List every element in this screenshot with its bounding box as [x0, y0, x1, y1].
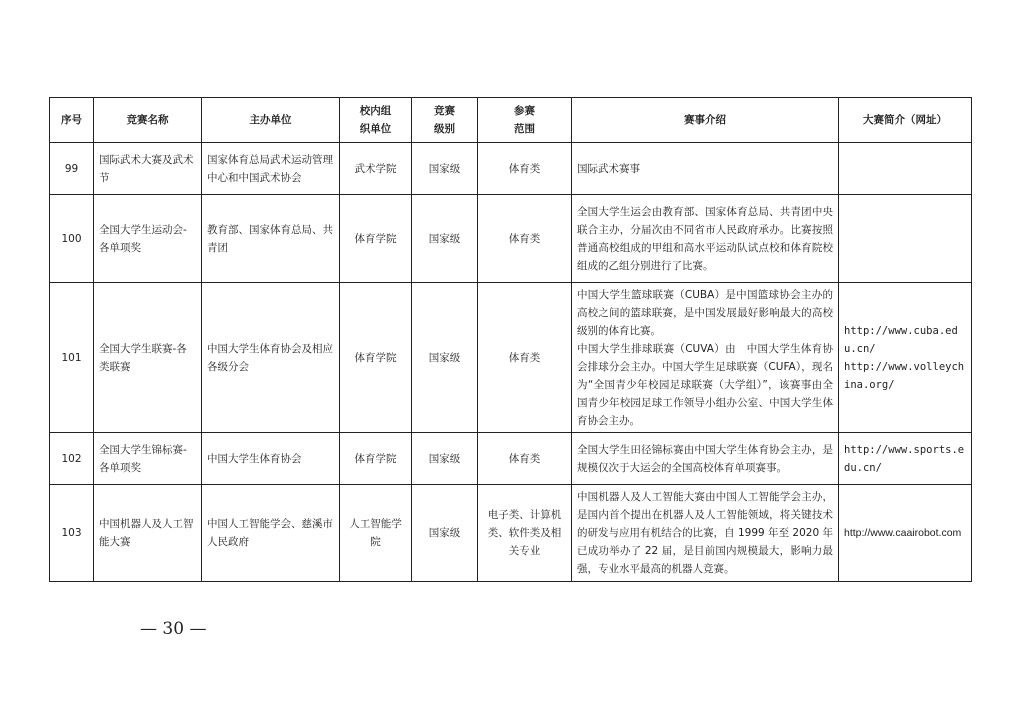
- cell-name: 国际武术大赛及武术节: [94, 143, 202, 195]
- table-row: [50, 433, 972, 485]
- header-name: 竞赛名称: [94, 98, 202, 143]
- cell-seq: 102: [50, 433, 94, 485]
- table-row: [50, 283, 972, 433]
- cell-seq: 100: [50, 195, 94, 283]
- cell-site: http://www.sports.edu.cn/: [839, 433, 972, 485]
- table-row: [50, 143, 972, 195]
- header-scope: 参赛 范围: [478, 98, 572, 143]
- cell-host: 中国大学生体育协会: [202, 433, 340, 485]
- competition-table: [49, 97, 972, 582]
- cell-org: 体育学院: [340, 283, 412, 433]
- header-intro: 赛事介绍: [572, 98, 839, 143]
- cell-level: 国家级: [412, 143, 478, 195]
- header-host: 主办单位: [202, 98, 340, 143]
- cell-org: 武术学院: [340, 143, 412, 195]
- header-site: 大赛简介（网址）: [839, 98, 972, 143]
- cell-host: 中国人工智能学会、慈溪市人民政府: [202, 485, 340, 582]
- cell-intro: 全国大学生运会由教育部、国家体育总局、共青团中央联合主办，分届次由不同省市人民政府承办。比赛按照普通高校组成的甲组和高水平运动队试点校和体育院校组成的乙组分别进行了比赛。: [572, 195, 839, 283]
- cell-intro: 国际武术赛事: [572, 143, 839, 195]
- header-row: [50, 98, 972, 143]
- cell-org: 体育学院: [340, 195, 412, 283]
- cell-org: 人工智能学院: [340, 485, 412, 582]
- table-row: [50, 485, 972, 582]
- cell-org: 体育学院: [340, 433, 412, 485]
- cell-intro: 中国机器人及人工智能大赛由中国人工智能学会主办，是国内首个提出在机器人及人工智能领域，将关键技术的研发与应用有机结合的比赛，自 1999 年至 2020 年已成功举办了 22 届，是目前国内规模最大，影响力最强，专业水平最高的机器人竞赛。: [572, 485, 839, 582]
- cell-scope: 体育类: [478, 143, 572, 195]
- page-number: — 30 —: [140, 619, 207, 639]
- cell-seq: 101: [50, 283, 94, 433]
- cell-scope: 电子类、计算机类、软件类及相关专业: [478, 485, 572, 582]
- cell-level: 国家级: [412, 283, 478, 433]
- cell-seq: 99: [50, 143, 94, 195]
- cell-site: [839, 195, 972, 283]
- cell-intro: 全国大学生田径锦标赛由中国大学生体育协会主办，是规模仅次于大运会的全国高校体育单项赛事。: [572, 433, 839, 485]
- cell-name: 全国大学生运动会-各单项奖: [94, 195, 202, 283]
- cell-name: 中国机器人及人工智能大赛: [94, 485, 202, 582]
- cell-level: 国家级: [412, 485, 478, 582]
- header-org: 校内组 织单位: [340, 98, 412, 143]
- header-level: 竞赛 级别: [412, 98, 478, 143]
- cell-site: [839, 143, 972, 195]
- cell-host: 国家体育总局武术运动管理中心和中国武术协会: [202, 143, 340, 195]
- table-row: [50, 195, 972, 283]
- cell-host: 中国大学生体育协会及相应各级分会: [202, 283, 340, 433]
- cell-seq: 103: [50, 485, 94, 582]
- cell-level: 国家级: [412, 433, 478, 485]
- cell-site: http://www.cuba.edu.cn/ http://www.volleychina.org/: [839, 283, 972, 433]
- cell-level: 国家级: [412, 195, 478, 283]
- cell-name: 全国大学生联赛-各类联赛: [94, 283, 202, 433]
- cell-intro: 中国大学生篮球联赛（CUBA）是中国篮球协会主办的高校之间的篮球联赛，是中国发展最好影响最大的高校级别的体育比赛。 中国大学生排球联赛（CUVA）由 中国大学生体育协会排球分会主办。中国大学生足球联赛（CUFA），现名为“全国青少年校园足球联赛（大学组）”，该赛事由全国青少年校园足球工作领导小组办公室、中国大学生体育协会主办。: [572, 283, 839, 433]
- cell-scope: 体育类: [478, 283, 572, 433]
- cell-scope: 体育类: [478, 195, 572, 283]
- header-seq: 序号: [50, 98, 94, 143]
- cell-host: 教育部、国家体育总局、共青团: [202, 195, 340, 283]
- cell-scope: 体育类: [478, 433, 572, 485]
- cell-site: http://www.caairobot.com: [839, 485, 972, 582]
- cell-name: 全国大学生锦标赛-各单项奖: [94, 433, 202, 485]
